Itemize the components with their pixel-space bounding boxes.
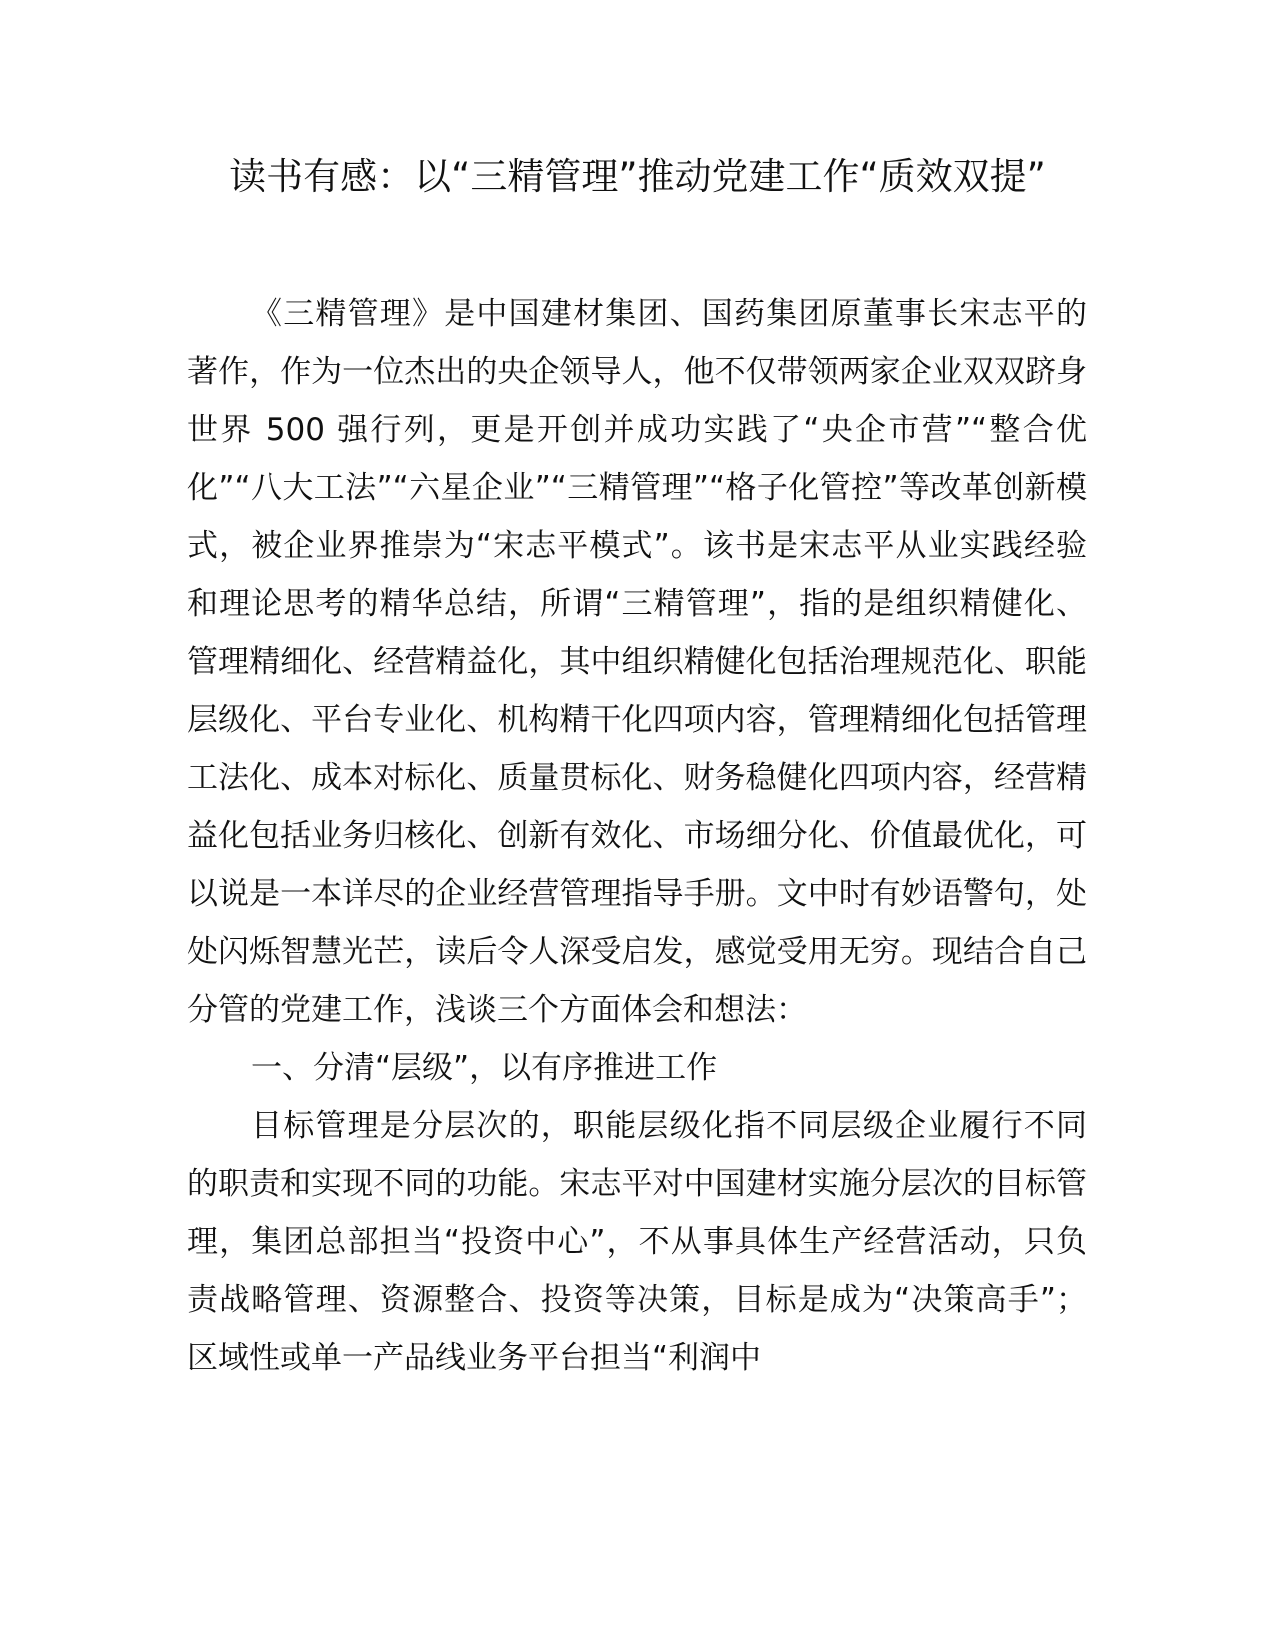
intro-paragraph: 《三精管理》是中国建材集团、国药集团原董事长宋志平的著作，作为一位杰出的央企领导人，他不仅带领两家企业双双跻身世界 500 强行列，更是开创并成功实践了“央企市营”“整合优化”“八大工法”“六星企业”“三精管理”“格子化管控”等改革创新模式，被企业界推崇为“宋志平模式”。该书是宋志平从业实践经验和理论思考的精华总结，所谓“三精管理”，指的是组织精健化、管理精细化、经营精益化，其中组织精健化包括治理规范化、职能层级化、平台专业化、机构精干化四项内容，管理精细化包括管理工法化、成本对标化、质量贯标化、财务稳健化四项内容，经营精益化包括业务归核化、创新有效化、市场细分化、价值最优化，可以说是一本详尽的企业经营管理指导手册。文中时有妙语警句，处处闪烁智慧光芒，读后令人深受启发，感觉受用无穷。现结合自己分管的党建工作，浅谈三个方面体会和想法： — [187, 296, 1087, 1028]
document-title: 读书有感：以“三精管理”推动党建工作“质效双提” — [229, 155, 1046, 198]
section-paragraph: 目标管理是分层次的，职能层级化指不同层级企业履行不同的职责和实现不同的功能。宋志平对中国建材实施分层次的目标管理，集团总部担当“投资中心”，不从事具体生产经营活动，只负责战略管理、资源整合、投资等决策，目标是成为“决策高手”；区域性或单一产品线业务平台担当“利润中 — [187, 1108, 1087, 1376]
section-heading: 一、分清“层级”，以有序推进工作 — [251, 1050, 718, 1086]
document-body — [187, 285, 1087, 1387]
